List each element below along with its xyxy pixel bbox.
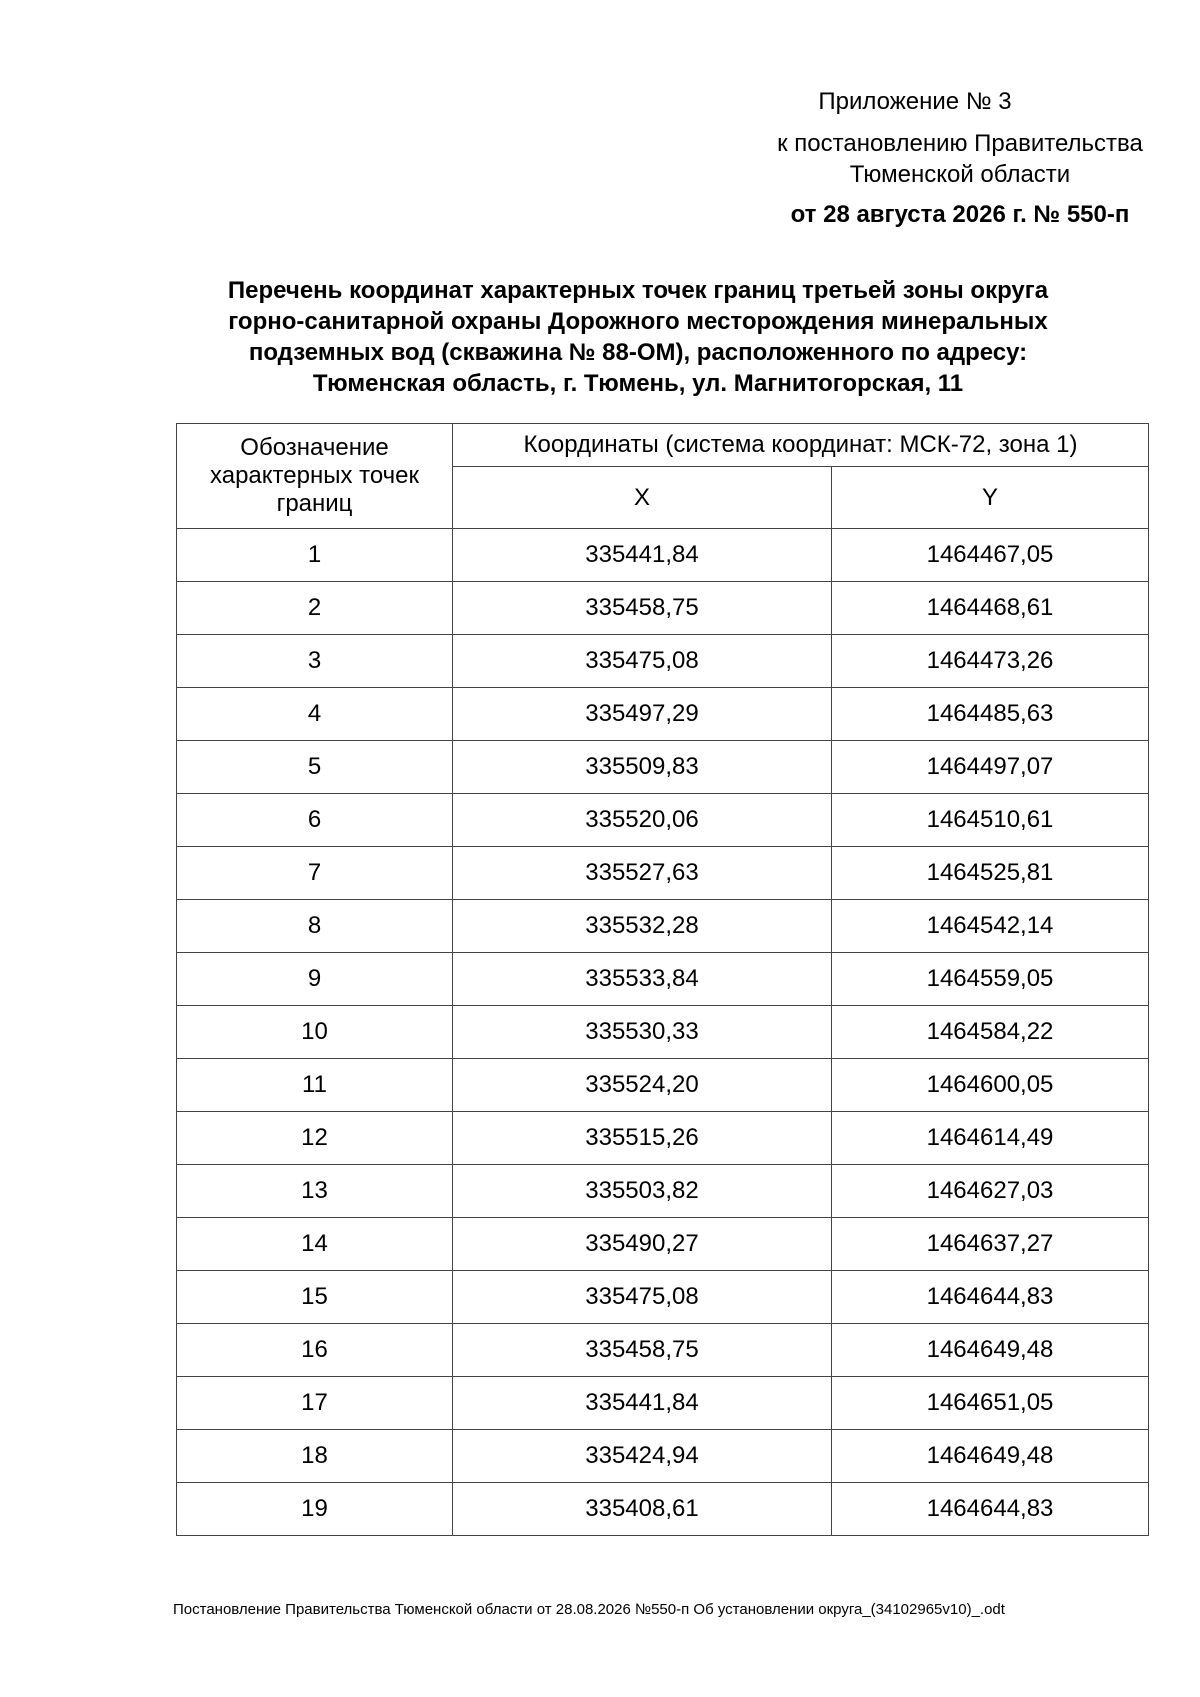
annex-reference-line-2: Тюменской области (849, 161, 1071, 188)
cell-x: 335490,27 (453, 1218, 832, 1271)
cell-point-number: 3 (177, 635, 453, 688)
cell-y: 1464649,48 (832, 1324, 1149, 1377)
cell-point-number: 19 (177, 1483, 453, 1536)
table-row (177, 900, 1149, 953)
cell-y: 1464637,27 (832, 1218, 1149, 1271)
table-row (177, 741, 1149, 794)
table-row (177, 1006, 1149, 1059)
cell-point-number: 15 (177, 1271, 453, 1324)
header-coordinates: Координаты (система координат: МСК-72, зона 1) (453, 424, 1149, 467)
table-row (177, 1271, 1149, 1324)
cell-point-number: 10 (177, 1006, 453, 1059)
header-y: Y (832, 467, 1149, 529)
cell-x: 335527,63 (453, 847, 832, 900)
cell-x: 335520,06 (453, 794, 832, 847)
cell-point-number: 4 (177, 688, 453, 741)
cell-point-number: 17 (177, 1377, 453, 1430)
cell-point-number: 16 (177, 1324, 453, 1377)
cell-y: 1464600,05 (832, 1059, 1149, 1112)
cell-y: 1464497,07 (832, 741, 1149, 794)
cell-y: 1464627,03 (832, 1165, 1149, 1218)
cell-x: 335458,75 (453, 582, 832, 635)
cell-x: 335503,82 (453, 1165, 832, 1218)
cell-x: 335475,08 (453, 635, 832, 688)
cell-x: 335441,84 (453, 529, 832, 582)
annex-title: Приложение № 3 (818, 88, 1012, 115)
table-row (177, 1483, 1149, 1536)
header-point-designation: Обозначение характерных точек границ (177, 424, 453, 529)
cell-y: 1464649,48 (832, 1430, 1149, 1483)
table-row (177, 529, 1149, 582)
table-row (177, 582, 1149, 635)
document-heading (176, 275, 1100, 399)
cell-x: 335408,61 (453, 1483, 832, 1536)
cell-x: 335532,28 (453, 900, 832, 953)
cell-y: 1464584,22 (832, 1006, 1149, 1059)
cell-x: 335524,20 (453, 1059, 832, 1112)
cell-x: 335533,84 (453, 953, 832, 1006)
table-row (177, 953, 1149, 1006)
heading-line-1: Перечень координат характерных точек границ третьей зоны округа (227, 277, 1049, 304)
table-row (177, 635, 1149, 688)
cell-y: 1464510,61 (832, 794, 1149, 847)
cell-point-number: 6 (177, 794, 453, 847)
table-row (177, 1059, 1149, 1112)
cell-point-number: 2 (177, 582, 453, 635)
cell-point-number: 9 (177, 953, 453, 1006)
cell-y: 1464559,05 (832, 953, 1149, 1006)
heading-line-3: подземных вод (скважина № 88-ОМ), расположенного по адресу: (248, 339, 1028, 366)
cell-x: 335441,84 (453, 1377, 832, 1430)
cell-y: 1464644,83 (832, 1483, 1149, 1536)
cell-point-number: 8 (177, 900, 453, 953)
coordinates-table (176, 423, 1149, 1536)
cell-point-number: 5 (177, 741, 453, 794)
cell-point-number: 7 (177, 847, 453, 900)
cell-x: 335497,29 (453, 688, 832, 741)
cell-point-number: 13 (177, 1165, 453, 1218)
table-row (177, 1377, 1149, 1430)
cell-x: 335424,94 (453, 1430, 832, 1483)
heading-line-2: горно-санитарной охраны Дорожного месторождения минеральных (228, 308, 1048, 335)
table-row (177, 1112, 1149, 1165)
cell-point-number: 14 (177, 1218, 453, 1271)
table-row (177, 794, 1149, 847)
cell-point-number: 1 (177, 529, 453, 582)
annex-reference-line-1: к постановлению Правительства (777, 130, 1143, 157)
cell-y: 1464542,14 (832, 900, 1149, 953)
annex-date: от 28 августа 2026 г. № 550-п (790, 201, 1130, 228)
page-footer: Постановление Правительства Тюменской области от 28.08.2026 №550-п Об установлении округа_(34102965v10)_.odt (173, 1601, 1005, 1618)
cell-y: 1464485,63 (832, 688, 1149, 741)
table-row (177, 688, 1149, 741)
table-row (177, 1218, 1149, 1271)
table-row (177, 1324, 1149, 1377)
cell-y: 1464467,05 (832, 529, 1149, 582)
cell-point-number: 18 (177, 1430, 453, 1483)
cell-y: 1464473,26 (832, 635, 1149, 688)
cell-y: 1464468,61 (832, 582, 1149, 635)
table-row (177, 1430, 1149, 1483)
cell-x: 335515,26 (453, 1112, 832, 1165)
cell-y: 1464644,83 (832, 1271, 1149, 1324)
header-x: X (453, 467, 832, 529)
cell-x: 335530,33 (453, 1006, 832, 1059)
cell-x: 335458,75 (453, 1324, 832, 1377)
heading-line-4: Тюменская область, г. Тюмень, ул. Магнитогорская, 11 (312, 370, 964, 397)
annex-reference (700, 128, 1200, 190)
table-row (177, 847, 1149, 900)
coordinates-table-body (177, 529, 1149, 1536)
cell-y: 1464614,49 (832, 1112, 1149, 1165)
cell-x: 335475,08 (453, 1271, 832, 1324)
cell-y: 1464525,81 (832, 847, 1149, 900)
cell-y: 1464651,05 (832, 1377, 1149, 1430)
cell-point-number: 12 (177, 1112, 453, 1165)
cell-point-number: 11 (177, 1059, 453, 1112)
cell-x: 335509,83 (453, 741, 832, 794)
table-row (177, 1165, 1149, 1218)
